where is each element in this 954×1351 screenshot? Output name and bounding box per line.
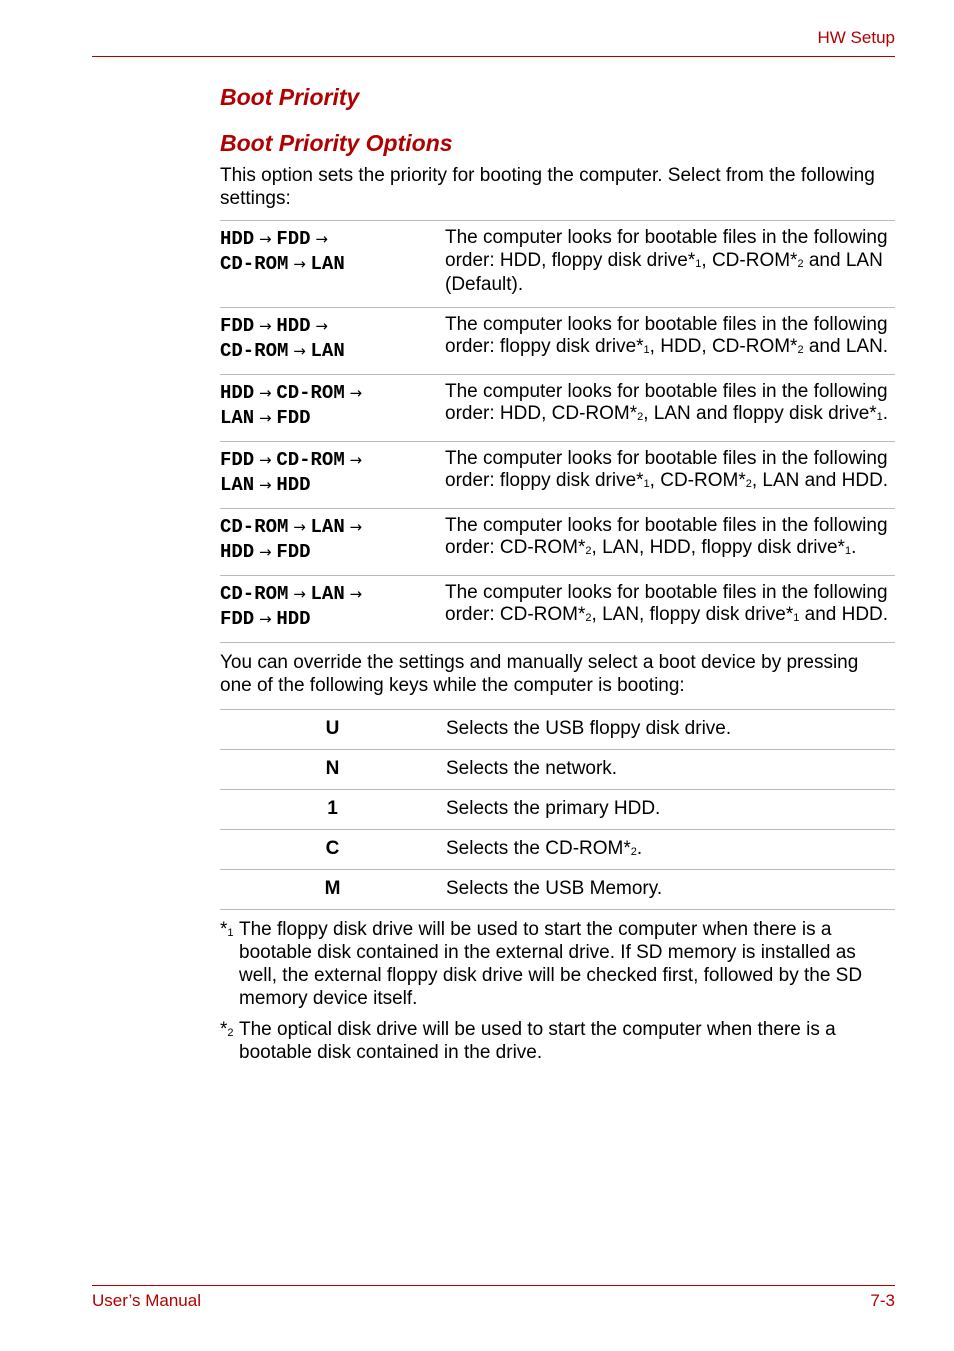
section-title: Boot Priority	[220, 84, 360, 110]
boot-device-code: LAN	[310, 339, 345, 362]
arrow-right-icon: →	[310, 230, 328, 248]
override-key-description: Selects the USB Memory.	[446, 869, 895, 909]
boot-sequence	[220, 441, 445, 508]
boot-device-code: LAN	[220, 473, 255, 496]
boot-sequence-description: The computer looks for bootable files in the following order: HDD, floppy disk drive*$^1$, CD-ROM*$^2$ and LAN (Default).	[445, 221, 895, 308]
page-content	[220, 82, 895, 1064]
boot-device-code: HDD	[220, 381, 255, 404]
footnote-marker: *$^2$	[220, 1018, 234, 1040]
boot-device-code: LAN	[310, 582, 345, 605]
arrow-right-icon: →	[344, 383, 363, 402]
table-row	[220, 307, 895, 374]
boot-device-code: HDD	[276, 473, 311, 496]
boot-device-code: LAN	[220, 406, 255, 429]
arrow-right-icon: →	[288, 584, 311, 603]
override-key-description: Selects the primary HDD.	[446, 789, 895, 829]
table-row	[220, 869, 895, 909]
override-key-description: Selects the USB floppy disk drive.	[446, 709, 895, 749]
footnotes	[220, 918, 895, 1064]
boot-device-code: FDD	[220, 448, 255, 471]
boot-device-code: CD-ROM	[276, 381, 345, 404]
boot-device-code: FDD	[276, 228, 311, 250]
arrow-right-icon: →	[254, 542, 277, 561]
intro-paragraph: This option sets the priority for booting the computer. Select from the following settings:	[220, 165, 875, 209]
boot-sequence-description: The computer looks for bootable files in the following order: floppy disk drive*$^1$, HDD, CD-ROM*$^2$ and LAN.	[445, 307, 895, 374]
arrow-right-icon: →	[254, 383, 277, 402]
boot-sequence	[220, 508, 445, 575]
override-key: 1	[220, 789, 446, 829]
footnote-marker: *$^1$	[220, 918, 234, 940]
table-row	[220, 221, 895, 308]
arrow-right-icon: →	[254, 316, 277, 335]
override-key: C	[220, 829, 446, 869]
footnote	[220, 918, 895, 1010]
footnote-text: The optical disk drive will be used to start the computer when there is a bootable disk contained in the drive.	[239, 1018, 836, 1063]
boot-device-code: CD-ROM	[220, 515, 289, 538]
override-key: N	[220, 749, 446, 789]
boot-sequence	[220, 221, 445, 308]
boot-device-code: CD-ROM	[220, 339, 289, 362]
override-key: M	[220, 869, 446, 909]
boot-device-code: LAN	[310, 515, 345, 538]
boot-device-code: HDD	[220, 228, 255, 250]
table-row	[220, 575, 895, 642]
boot-sequence-description: The computer looks for bootable files in the following order: HDD, CD-ROM*$^2$, LAN and floppy disk drive*$^1$.	[445, 374, 895, 441]
boot-sequence-description: The computer looks for bootable files in the following order: CD-ROM*$^2$, LAN, floppy disk drive*$^1$ and HDD.	[445, 575, 895, 642]
table-row	[220, 709, 895, 749]
override-key: U	[220, 709, 446, 749]
arrow-right-icon: →	[254, 609, 277, 628]
override-paragraph: You can override the settings and manually select a boot device by pressing one of the following keys while the computer is booting:	[220, 651, 859, 696]
override-keys-table	[220, 709, 895, 910]
footer-manual-name: User’s Manual	[92, 1291, 201, 1310]
page-number: 7-3	[870, 1291, 895, 1310]
boot-sequence	[220, 575, 445, 642]
arrow-right-icon: →	[288, 517, 311, 536]
boot-device-code: CD-ROM	[220, 253, 289, 275]
boot-device-code: HDD	[276, 314, 311, 337]
arrow-right-icon: →	[254, 475, 277, 494]
arrow-right-icon: →	[344, 450, 363, 469]
table-row	[220, 508, 895, 575]
boot-sequence	[220, 307, 445, 374]
boot-device-code: HDD	[220, 540, 255, 563]
table-row	[220, 789, 895, 829]
boot-device-code: CD-ROM	[276, 448, 345, 471]
boot-priority-table	[220, 220, 895, 643]
footnote	[220, 1018, 895, 1064]
boot-device-code: LAN	[310, 253, 345, 275]
footnote-text: The floppy disk drive will be used to start the computer when there is a bootable disk contained in the external drive. If SD memory is installed as well, the external floppy disk drive will be checked first, followed by the SD memory device itself.	[239, 918, 863, 1009]
boot-sequence-description: The computer looks for bootable files in the following order: floppy disk drive*$^1$, CD-ROM*$^2$, LAN and HDD.	[445, 441, 895, 508]
table-row	[220, 749, 895, 789]
override-key-description: Selects the network.	[446, 749, 895, 789]
arrow-right-icon: →	[288, 341, 311, 360]
boot-sequence-description: The computer looks for bootable files in the following order: CD-ROM*$^2$, LAN, HDD, floppy disk drive*$^1$.	[445, 508, 895, 575]
override-key-description: Selects the CD-ROM*$^2$.	[446, 829, 895, 869]
header-divider	[92, 56, 895, 57]
boot-device-code: FDD	[220, 607, 255, 630]
arrow-right-icon: →	[254, 408, 277, 427]
table-row	[220, 441, 895, 508]
arrow-right-icon: →	[344, 584, 363, 603]
boot-sequence	[220, 374, 445, 441]
boot-device-code: CD-ROM	[220, 582, 289, 605]
running-header: HW Setup	[817, 28, 895, 47]
arrow-right-icon: →	[254, 450, 277, 469]
boot-device-code: HDD	[276, 607, 311, 630]
boot-device-code: FDD	[220, 314, 255, 337]
arrow-right-icon: →	[254, 230, 277, 248]
table-row	[220, 829, 895, 869]
boot-device-code: FDD	[276, 406, 311, 429]
arrow-right-icon: →	[310, 316, 328, 335]
table-row	[220, 374, 895, 441]
boot-device-code: FDD	[276, 540, 311, 563]
arrow-right-icon: →	[288, 255, 311, 273]
arrow-right-icon: →	[344, 517, 363, 536]
footer-divider	[92, 1285, 895, 1286]
subsection-title: Boot Priority Options	[220, 130, 453, 156]
